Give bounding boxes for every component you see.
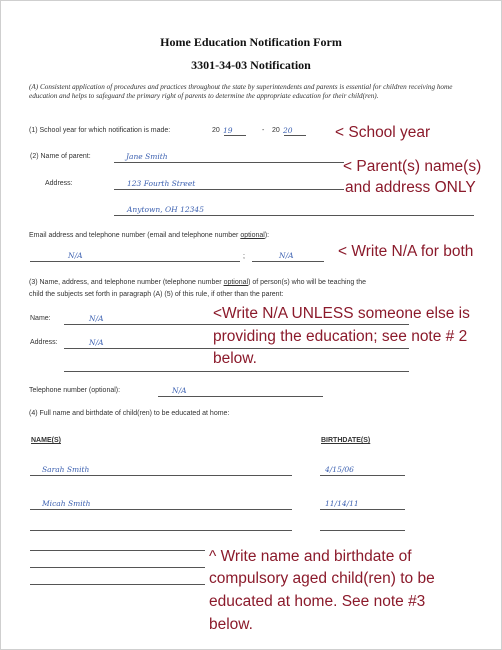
children-label: (4) Full name and birthdate of child(ren) to be educated at home: — [29, 410, 230, 417]
form-title: Home Education Notification Form — [160, 35, 342, 49]
parent-address-line2-rule — [114, 215, 474, 216]
teacher-label-1: (3) Name, address, and telephone number (telephone number optional) of person(s) who will be teaching the — [29, 279, 366, 286]
teacher-address-label: Address: — [30, 339, 58, 346]
child-3-name-line — [30, 530, 292, 531]
contact-sep: ; — [243, 253, 245, 260]
annotation-teacher-2: providing the education; see note # 2 — [213, 328, 468, 345]
child-1-birthdate-line — [320, 475, 405, 476]
parent-address-line1[interactable]: 123 Fourth Street — [127, 179, 196, 188]
parent-address-label: Address: — [45, 180, 73, 187]
contact-email-line — [30, 261, 240, 262]
child-6-name-line — [30, 584, 205, 585]
teacher-name-value[interactable]: N/A — [89, 314, 104, 323]
annotation-children-4: below. — [209, 616, 253, 633]
contact-label: Email address and telephone number (email and telephone number optional): — [29, 232, 270, 239]
annotation-children-1: ^ Write name and birthdate of — [209, 548, 412, 565]
child-3-birthdate-line — [320, 530, 405, 531]
children-names-header: NAME(S) — [31, 437, 61, 444]
parent-name-value[interactable]: Jane Smith — [126, 152, 168, 161]
annotation-parent-2: and address ONLY — [345, 179, 476, 196]
annotation-children-3: educated at home. See note #3 — [209, 593, 426, 610]
school-year-label: (1) School year for which notification is made: — [29, 127, 171, 134]
parent-name-line — [114, 162, 344, 163]
child-2-name-line — [30, 509, 292, 510]
school-year-prefix-2: 20 — [272, 127, 280, 134]
intro-paragraph: (A) Consistent application of procedures and practices throughout the state by superintendents and parents is essential for children receiving home education and helps to safeguard the primary right of parents to determine the appropriate education for their child(ren). — [29, 83, 453, 100]
child-1-birthdate[interactable]: 4/15/06 — [325, 465, 354, 474]
children-birthdates-header: BIRTHDATE(S) — [321, 437, 371, 444]
teacher-address-line — [64, 348, 409, 349]
child-2-birthdate[interactable]: 11/14/11 — [325, 499, 359, 508]
form-subtitle: 3301-34-03 Notification — [191, 58, 311, 72]
annotation-parent-1: < Parent(s) name(s) — [343, 158, 482, 175]
teacher-label-2: child the subjects set forth in paragraph (A) (5) of this rule, if other than the parent: — [29, 291, 284, 298]
school-year-prefix-1: 20 — [212, 127, 220, 134]
parent-address-line2[interactable]: Anytown, OH 12345 — [127, 205, 204, 214]
child-1-name-line — [30, 475, 292, 476]
teacher-phone-line — [158, 396, 323, 397]
teacher-address-value[interactable]: N/A — [89, 338, 104, 347]
school-year-line-2 — [284, 135, 306, 136]
annotation-contact: < Write N/A for both — [338, 243, 474, 260]
school-year-value-2[interactable]: 20 — [283, 126, 293, 135]
child-1-name[interactable]: Sarah Smith — [42, 465, 90, 474]
contact-email-value[interactable]: N/A — [68, 251, 83, 260]
teacher-name-label: Name: — [30, 315, 51, 322]
child-2-birthdate-line — [320, 509, 405, 510]
contact-phone-line — [252, 261, 324, 262]
annotation-school-year: < School year — [335, 124, 431, 141]
school-year-sep: - — [262, 127, 265, 134]
teacher-address-line-2 — [64, 371, 409, 372]
teacher-phone-label: Telephone number (optional): — [29, 387, 121, 394]
school-year-line-1 — [224, 135, 246, 136]
child-2-name[interactable]: Micah Smith — [42, 499, 91, 508]
child-4-name-line — [30, 550, 205, 551]
child-5-name-line — [30, 567, 205, 568]
parent-address-line1-rule — [114, 189, 344, 190]
contact-phone-value[interactable]: N/A — [279, 251, 294, 260]
teacher-phone-value[interactable]: N/A — [172, 386, 187, 395]
annotation-children-2: compulsory aged child(ren) to be — [209, 570, 435, 587]
school-year-value-1[interactable]: 19 — [223, 126, 233, 135]
annotation-teacher-1: <Write N/A UNLESS someone else is — [213, 305, 470, 322]
teacher-name-line — [64, 324, 409, 325]
annotation-teacher-3: below. — [213, 350, 257, 367]
parent-name-label: (2) Name of parent: — [30, 153, 91, 160]
